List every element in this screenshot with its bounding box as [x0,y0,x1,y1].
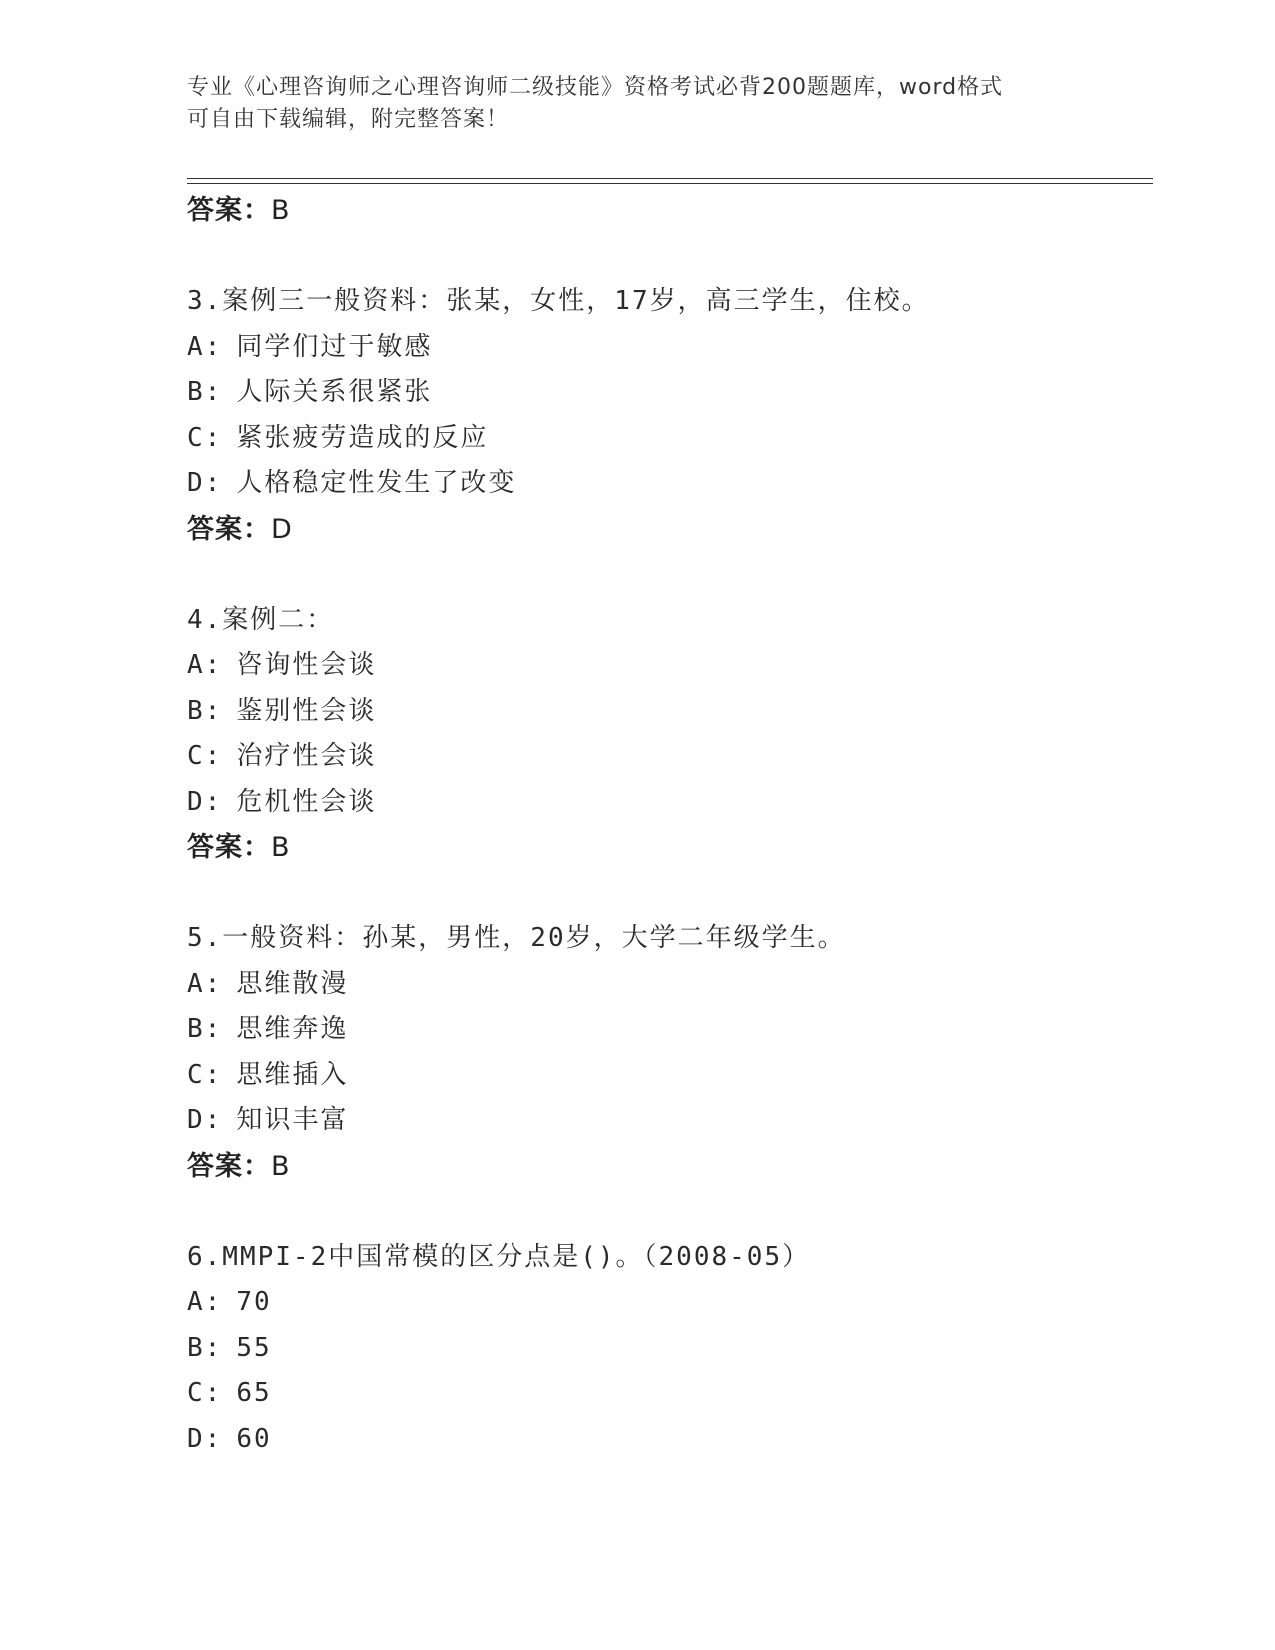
answer-line [187,188,1153,234]
option-c: C: 65 [187,1378,272,1408]
header-line-1: 专业《心理咨询师之心理咨询师二级技能》资格考试必背200题题库，word格式 [187,75,1004,100]
answer-label: 答案： [187,832,271,863]
question-stem: 6.MMPI-2中国常模的区分点是()。（2008-05） [187,1241,811,1272]
question-stem: 5.一般资料：孙某，男性，20岁，大学二年级学生。 [187,923,846,953]
answer-line [187,825,1153,871]
answer-value: B [271,832,291,863]
option-c: C: 思维插入 [187,1059,349,1090]
question-list [187,188,1153,1462]
option-c: C: 治疗性会谈 [187,741,377,771]
option-b: B: 思维奔逸 [187,1014,349,1044]
answer-label: 答案： [187,513,271,545]
header-divider-top [187,178,1153,179]
option-a: A: 思维散漫 [187,968,349,999]
answer-line [187,1144,1153,1190]
option-b: B: 鉴别性会谈 [187,695,377,726]
option-a: A: 同学们过于敏感 [187,331,433,362]
answer-value: B [271,1150,291,1182]
header-line-2: 可自由下载编辑，附完整答案！ [187,107,510,132]
document-header [187,72,1087,136]
answer-line [187,507,1153,553]
question-item [187,1235,1153,1463]
option-a: A: 70 [187,1287,272,1317]
answer-value: D [271,513,293,545]
question-item [187,598,1153,872]
answer-value: B [271,195,291,226]
answer-label: 答案： [187,1150,271,1182]
option-d: D: 60 [187,1423,272,1454]
option-b: B: 人际关系很紧张 [187,377,433,407]
question-item [187,916,1153,1190]
option-d: D: 危机性会谈 [187,786,377,817]
option-c: C: 紧张疲劳造成的反应 [187,422,489,453]
question-item [187,279,1153,553]
question-stem: 3.案例三一般资料：张某，女性，17岁，高三学生，住校。 [187,286,930,316]
option-a: A: 咨询性会谈 [187,650,377,680]
answer-label: 答案： [187,195,271,226]
option-d: D: 知识丰富 [187,1105,349,1135]
option-d: D: 人格稳定性发生了改变 [187,468,517,498]
question-stem: 4.案例二： [187,604,335,635]
header-divider-bottom [187,183,1153,184]
option-b: B: 55 [187,1332,272,1363]
